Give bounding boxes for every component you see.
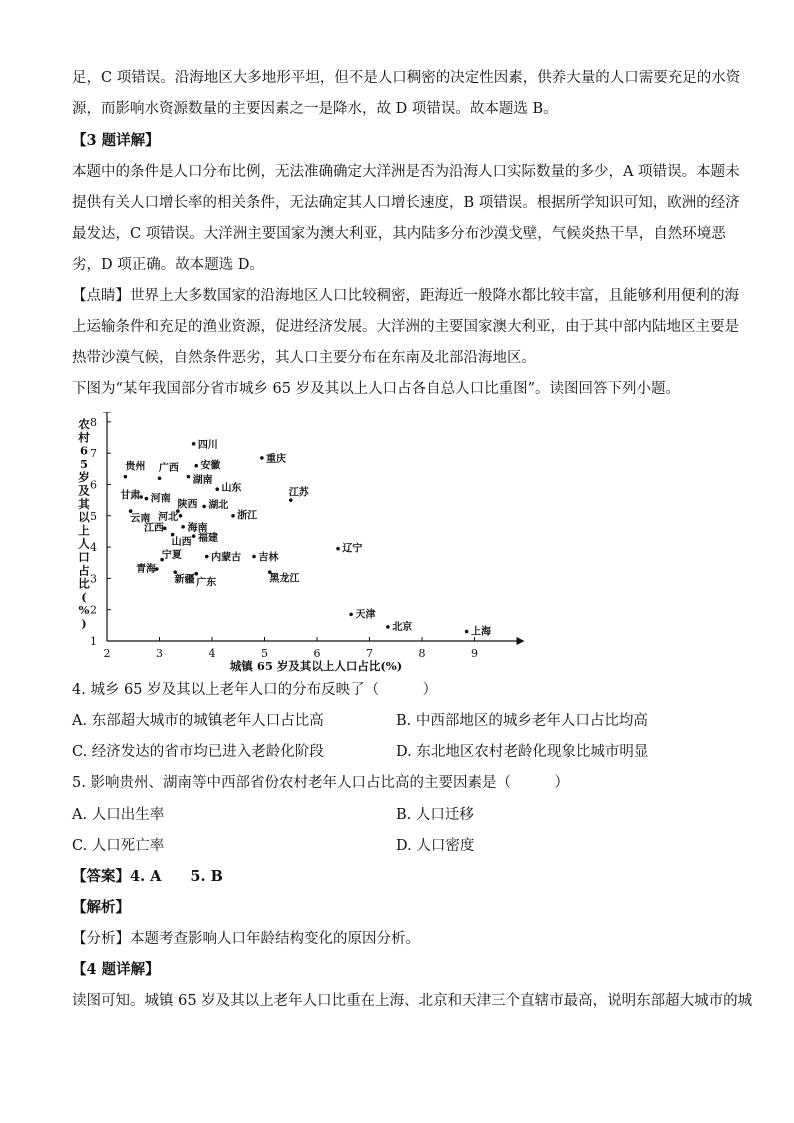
data-point <box>187 475 191 479</box>
option-4b: B. 中西部地区的城乡老年人口占比均高 <box>396 713 648 729</box>
data-point <box>205 555 209 559</box>
option-5b: B. 人口迁移 <box>396 807 474 823</box>
scatter-chart <box>76 412 536 676</box>
data-point <box>192 442 196 446</box>
analysis-line: 【分析】本题考查影响人口年龄结构变化的原因分析。 <box>72 931 420 947</box>
point-label: 山西 <box>171 537 192 549</box>
x-tick-label: 4 <box>208 647 216 660</box>
point-label: 青海 <box>136 563 157 575</box>
point-label: 江西 <box>143 523 164 535</box>
x-tick-label: 5 <box>261 647 268 660</box>
data-point <box>171 533 175 537</box>
point-label: 新疆 <box>174 574 195 586</box>
paragraph-line: 读图可知。城镇 65 岁及其以上老年人口比重在上海、北京和天津三个直辖市最高，说明东部超大城市的城 <box>72 993 753 1009</box>
question-4: 4. 城乡 65 岁及其以上老年人口的分布反映了（ ） <box>72 682 438 698</box>
x-tick-label: 3 <box>156 647 163 660</box>
point-label: 安徽 <box>200 460 221 472</box>
paragraph-line: 【点睛】世界上大多数国家的沿海地区人口比较稠密，距海近一般降水都比较丰富，且能够利用便利的海 <box>72 288 739 304</box>
option-4c: C. 经济发达的省市均已进入老龄化阶段 <box>72 744 324 760</box>
paragraph-line: 足，C 项错误。沿海地区大多地形平坦，但不是人口稠密的决定性因素，供养大量的人口需要充足的水资 <box>72 70 741 86</box>
paragraph-line: 劣，D 项正确。故本题选 D。 <box>72 257 264 273</box>
option-5c: C. 人口死亡率 <box>72 838 165 854</box>
section-heading: 【4 题详解】 <box>72 961 160 978</box>
paragraph-line: 热带沙漠气候，自然条件恶劣，其人口主要分布在东南及北部沿海地区。 <box>72 350 536 366</box>
point-label: 山东 <box>221 482 242 494</box>
data-point <box>124 475 128 479</box>
paragraph-line: 源，而影响水资源数量的主要因素之一是降水，故 D 项错误。故本题选 B。 <box>72 101 558 117</box>
y-tick-label: 3 <box>90 572 97 586</box>
data-point <box>252 555 256 559</box>
data-point <box>465 630 469 634</box>
data-point <box>260 456 264 460</box>
data-point <box>145 497 149 501</box>
point-label: 上海 <box>471 626 492 638</box>
point-label: 广东 <box>196 577 217 589</box>
figure-intro: 下图为“某年我国部分省市城乡 65 岁及其以上人口占各自总人口比重图”。读图回答下列小题。 <box>72 381 680 397</box>
point-label: 湖南 <box>192 474 213 486</box>
data-point <box>349 613 353 617</box>
data-point <box>173 570 177 574</box>
data-point <box>386 625 390 629</box>
point-label: 天津 <box>355 609 376 621</box>
x-tick-label: 9 <box>471 647 478 660</box>
point-label: 四川 <box>197 439 218 451</box>
option-4d: D. 东北地区农村老龄化现象比城市明显 <box>396 744 649 760</box>
point-label: 重庆 <box>266 453 287 465</box>
x-tick-label: 6 <box>313 647 321 660</box>
paragraph-line: 上运输条件和充足的渔业资源，促进经济发展。大洋洲的主要国家澳大利亚，由于其中部内陆地区主要是 <box>72 319 739 335</box>
data-point <box>181 525 185 529</box>
x-tick-label: 8 <box>418 647 426 660</box>
data-point <box>336 547 340 551</box>
y-tick-label: 8 <box>90 415 97 429</box>
point-label: 河南 <box>150 493 171 505</box>
data-point <box>179 514 183 518</box>
y-axis-arrow <box>103 412 111 413</box>
data-point <box>192 534 196 538</box>
y-tick-label: 1 <box>90 635 97 648</box>
analysis-heading: 【解析】 <box>72 899 130 916</box>
data-point <box>194 464 198 468</box>
option-4a: A. 东部超大城市的城镇老年人口占比高 <box>72 713 324 729</box>
point-label: 浙江 <box>237 510 258 522</box>
y-axis-label: 农村 6 5 岁及其以上人口占比( % ) <box>78 417 90 631</box>
point-label: 吉林 <box>258 552 279 564</box>
point-label: 福建 <box>198 533 219 545</box>
paragraph-line: 提供有关人口增长率的相关条件，无法确定其人口增长速度，B 项错误。根据所学知识可知，欧洲的经济 <box>72 195 740 211</box>
y-tick-label: 7 <box>90 447 97 461</box>
point-label: 湖北 <box>208 500 229 512</box>
point-label: 黑龙江 <box>269 573 300 585</box>
data-point <box>215 487 219 491</box>
paragraph-line: 本题中的条件是人口分布比例，无法准确确定大洋洲是否为沿海人口实际数量的多少，A 项错误。本题未 <box>72 164 740 180</box>
point-label: 甘肃 <box>120 490 141 502</box>
point-label: 河北 <box>158 511 179 523</box>
point-label: 内蒙古 <box>211 552 242 564</box>
point-label: 江苏 <box>288 487 309 499</box>
data-point <box>289 498 293 502</box>
x-tick-label: 2 <box>103 647 111 660</box>
data-point <box>231 514 235 518</box>
y-tick-label: 4 <box>90 541 97 555</box>
point-label: 广西 <box>158 463 179 475</box>
point-label: 云南 <box>130 513 151 525</box>
y-tick-label: 5 <box>90 509 97 523</box>
data-point <box>202 505 206 509</box>
x-axis-label: 城镇 65 岁及其以上人口占比(%) <box>229 659 403 673</box>
point-label: 宁夏 <box>161 550 182 562</box>
point-label: 北京 <box>392 621 413 633</box>
answer-line: 【答案】4. A 5. B <box>72 868 223 885</box>
data-point <box>194 572 198 576</box>
point-label: 辽宁 <box>342 543 363 555</box>
y-tick-label: 6 <box>90 478 97 492</box>
question-5: 5. 影响贵州、湖南等中西部省份农村老年人口占比高的主要因素是（ ） <box>72 775 569 791</box>
option-5a: A. 人口出生率 <box>72 807 165 823</box>
paragraph-line: 最发达，C 项错误。大洋洲主要国家为澳大利亚，其内陆多分布沙漠戈壁，气候炎热干旱，自然环境恶 <box>72 226 726 242</box>
point-label: 海南 <box>187 522 208 534</box>
x-tick-label: 7 <box>366 647 373 660</box>
section-heading: 【3 题详解】 <box>72 132 160 149</box>
x-axis-arrow <box>517 637 525 645</box>
data-point <box>158 476 162 480</box>
option-5d: D. 人口密度 <box>396 838 475 854</box>
point-label: 贵州 <box>125 461 146 473</box>
point-label: 陕西 <box>177 499 198 511</box>
y-tick-label: 2 <box>90 603 97 617</box>
